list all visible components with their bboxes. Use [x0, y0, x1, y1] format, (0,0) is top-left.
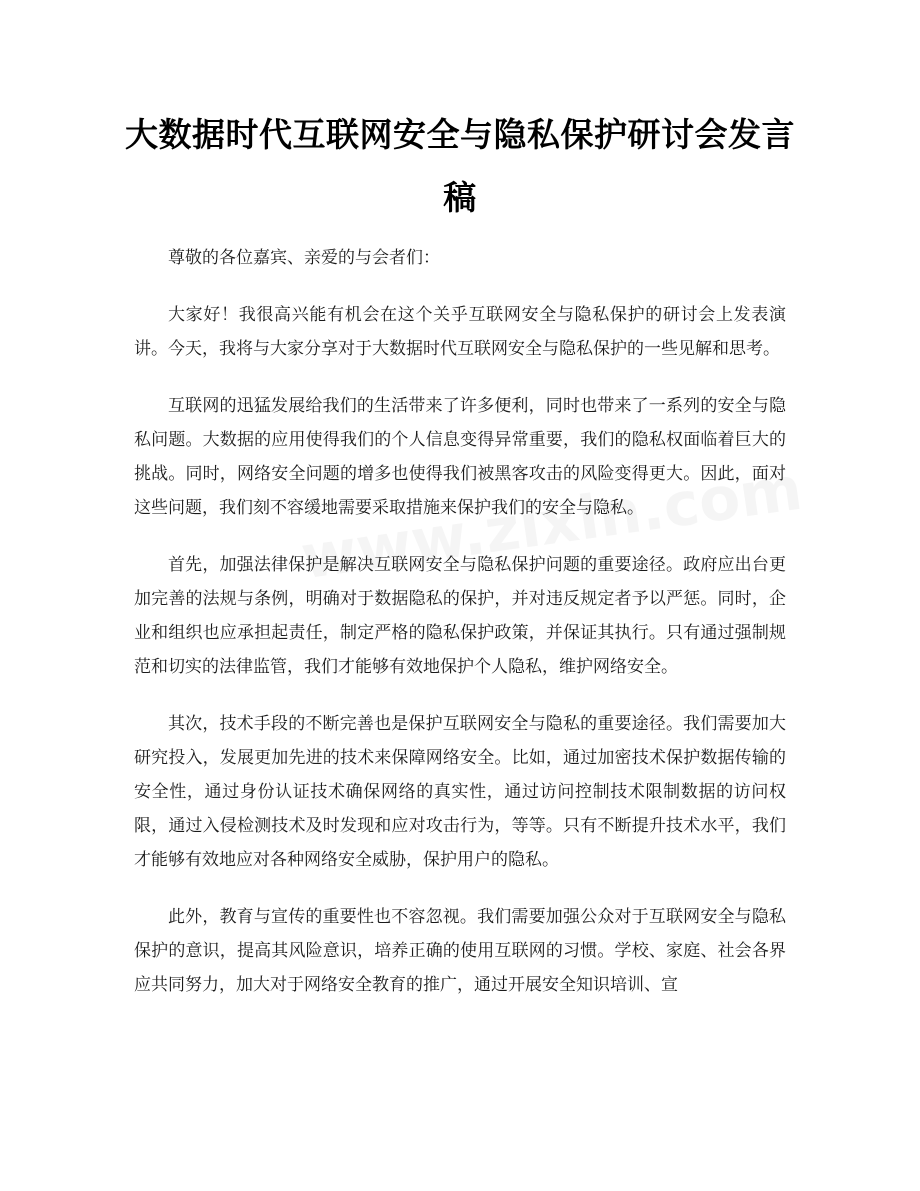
body-paragraph: 大家好！我很高兴能有机会在这个关乎互联网安全与隐私保护的研讨会上发表演讲。今天，我将与大家分享对于大数据时代互联网安全与隐私保护的一些见解和思考。 — [134, 305, 786, 359]
body-paragraph: 首先，加强法律保护是解决互联网安全与隐私保护问题的重要途径。政府应出台更加完善的法规与条例，明确对于数据隐私的保护，并对违反规定者予以严惩。同时，企业和组织也应承担起责任，制定严格的隐私保护政策，并保证其执行。只有通过强制规范和切实的法律监管，我们才能够有效地保护个人隐私，维护网络安全。 — [134, 555, 786, 677]
body-paragraph: 其次，技术手段的不断完善也是保护互联网安全与隐私的重要途径。我们需要加大研究投入，发展更加先进的技术来保障网络安全。比如，通过加密技术保护数据传输的安全性，通过身份认证技术确保网络的真实性，通过访问控制技术限制数据的访问权限，通过入侵检测技术及时发现和应对攻击行为，等等。只有不断提升技术水平，我们才能够有效地应对各种网络安全威胁，保护用户的隐私。 — [134, 714, 786, 870]
body-paragraph: 此外，教育与宣传的重要性也不容忽视。我们需要加强公众对于互联网安全与隐私保护的意识，提高其风险意识，培养正确的使用互联网的习惯。学校、家庭、社会各界应共同努力，加大对于网络安全教育的推广，通过开展安全知识培训、宣 — [134, 907, 786, 995]
salutation-paragraph: 尊敬的各位嘉宾、亲爱的与会者们： — [168, 248, 440, 268]
body-paragraph: 互联网的迅猛发展给我们的生活带来了许多便利，同时也带来了一系列的安全与隐私问题。大数据的应用使得我们的个人信息变得异常重要，我们的隐私权面临着巨大的挑战。同时，网络安全问题的增多也使得我们被黑客攻击的风险变得更大。因此，面对这些问题，我们刻不容缓地需要采取措施来保护我们的安全与隐私。 — [134, 396, 786, 518]
document-title: 大数据时代互联网安全与隐私保护研讨会发言稿 — [125, 115, 795, 217]
document-body — [134, 241, 786, 1025]
